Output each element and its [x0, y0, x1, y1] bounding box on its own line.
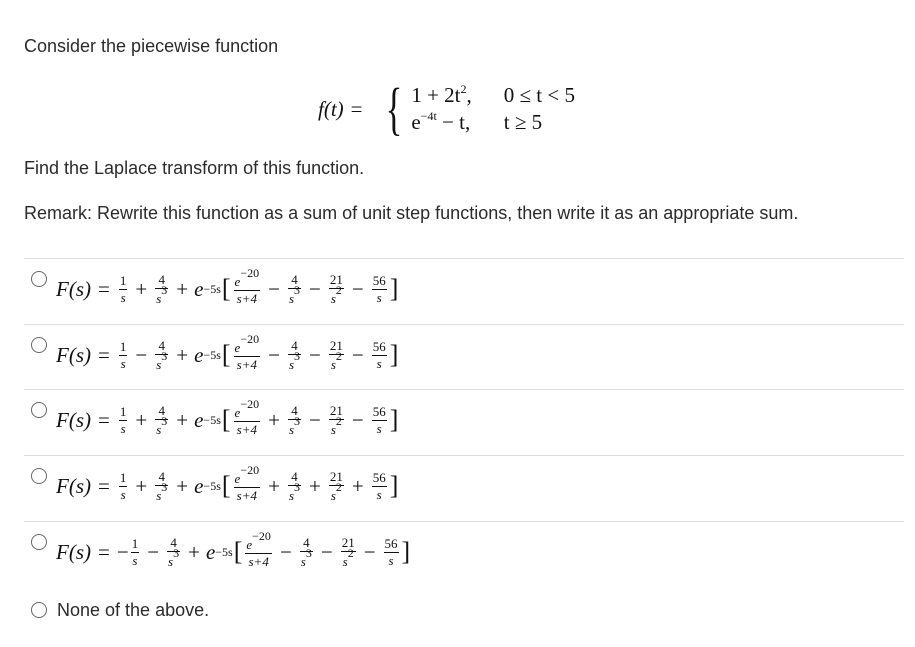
case-2-cond: t ≥ 5 — [503, 110, 543, 134]
fraction: $\frac{e^{-20}}{s+4}$ — [234, 397, 260, 437]
equals-sign: = — [350, 96, 363, 121]
option-formula: F(s) = $\frac{1}{s}$ − $\frac{4}{s^3}$ + e −5s [ $\frac{e^{-20}}{s+4}$ − $\frac{4}{s^3}$ − $\frac{21}{s^2}$ − $\frac{56}{s}$ ] — [56, 332, 399, 372]
fraction: $\frac{1}{s}$ — [131, 536, 139, 568]
case-1-cond: 0 ≤ t < 5 — [503, 83, 575, 107]
fraction: $\frac{4}{s^3}$ — [168, 535, 180, 569]
radio-button[interactable] — [31, 402, 47, 418]
radio-button[interactable] — [31, 271, 47, 287]
fraction: $\frac{1}{s}$ — [119, 404, 127, 436]
case-1-expr: $1 + 2t^2$, — [411, 82, 472, 107]
fraction: $\frac{4}{s^3}$ — [156, 403, 168, 437]
fraction: $\frac{4}{s^3}$ — [156, 338, 168, 372]
option-formula: F(s) = $\frac{1}{s}$ + $\frac{4}{s^3}$ + e −5s [ $\frac{e^{-20}}{s+4}$ + $\frac{4}{s^3}$ − $\frac{21}{s^2}$ − $\frac{56}{s}$ ] — [56, 397, 399, 437]
answer-option-none[interactable] — [24, 596, 209, 624]
radio-button[interactable] — [31, 468, 47, 484]
answer-option-2[interactable] — [24, 325, 904, 389]
option-formula: F(s) = $\frac{1}{s}$ + $\frac{4}{s^3}$ + e −5s [ $\frac{e^{-20}}{s+4}$ − $\frac{4}{s^3}$ − $\frac{21}{s^2}$ − $\frac{56}{s}$ ] — [56, 266, 399, 306]
option-formula: F(s) = $\frac{1}{s}$ + $\frac{4}{s^3}$ + e −5s [ $\frac{e^{-20}}{s+4}$ + $\frac{4}{s^3}$ + $\frac{21}{s^2}$ + $\frac{56}{s}$ ] — [56, 463, 399, 503]
fraction: $\frac{4}{s^3}$ — [156, 272, 168, 306]
fraction: $\frac{1}{s}$ — [119, 273, 127, 305]
fraction: $\frac{e^{-20}}{s+4}$ — [246, 529, 271, 569]
fraction: $\frac{21}{s^2}$ — [329, 338, 343, 372]
fraction: $\frac{56}{s}$ — [372, 339, 386, 371]
radio-button[interactable] — [31, 534, 47, 550]
case-2-expr: $e^{-4t} - t$, — [411, 109, 471, 134]
left-brace-icon: { — [385, 76, 402, 141]
fraction: $\frac{4}{s^3}$ — [288, 338, 300, 372]
fraction: $\frac{56}{s}$ — [372, 273, 386, 305]
piecewise-function — [318, 78, 575, 140]
function-lhs: f(t) — [318, 96, 344, 121]
answer-option-5[interactable] — [24, 522, 904, 586]
fraction: $\frac{56}{s}$ — [384, 536, 398, 568]
fraction: $\frac{4}{s^3}$ — [156, 469, 168, 503]
fraction: $\frac{56}{s}$ — [372, 404, 386, 436]
radio-button[interactable] — [31, 337, 47, 353]
fraction: $\frac{56}{s}$ — [372, 470, 386, 502]
fraction: $\frac{e^{-20}}{s+4}$ — [234, 463, 260, 503]
fraction: $\frac{4}{s^3}$ — [288, 272, 300, 306]
answer-option-3[interactable] — [24, 390, 904, 454]
radio-button[interactable] — [31, 602, 47, 618]
fraction: $\frac{e^{-20}}{s+4}$ — [234, 266, 260, 306]
question-prompt: Find the Laplace transform of this function. — [24, 158, 365, 178]
fraction: $\frac{21}{s^2}$ — [329, 403, 343, 437]
fraction: $\frac{21}{s^2}$ — [341, 535, 355, 569]
fraction: $\frac{1}{s}$ — [119, 470, 127, 502]
option-formula: F(s) = − $\frac{1}{s}$ − $\frac{4}{s^3}$ + e −5s [ $\frac{e^{-20}}{s+4}$ − $\frac{4}{s^3}$ − $\frac{21}{s^2}$ − $\frac{56}{s}$ ] — [56, 529, 411, 569]
fraction: $\frac{4}{s^3}$ — [288, 403, 300, 437]
fraction: $\frac{e^{-20}}{s+4}$ — [234, 332, 260, 372]
answer-option-4[interactable] — [24, 456, 904, 520]
answer-option-1[interactable] — [24, 259, 904, 323]
fraction: $\frac{1}{s}$ — [119, 339, 127, 371]
question-remark: Remark: Rewrite this function as a sum of unit step functions, then write it as an appropriate sum. — [24, 203, 799, 223]
fraction: $\frac{21}{s^2}$ — [329, 469, 343, 503]
answer-option-none-label: None of the above. — [57, 599, 210, 620]
cases-grid — [411, 83, 575, 135]
question-intro: Consider the piecewise function — [24, 36, 279, 56]
fraction: $\frac{21}{s^2}$ — [329, 272, 343, 306]
fraction: $\frac{4}{s^3}$ — [300, 535, 312, 569]
fraction: $\frac{4}{s^3}$ — [288, 469, 300, 503]
